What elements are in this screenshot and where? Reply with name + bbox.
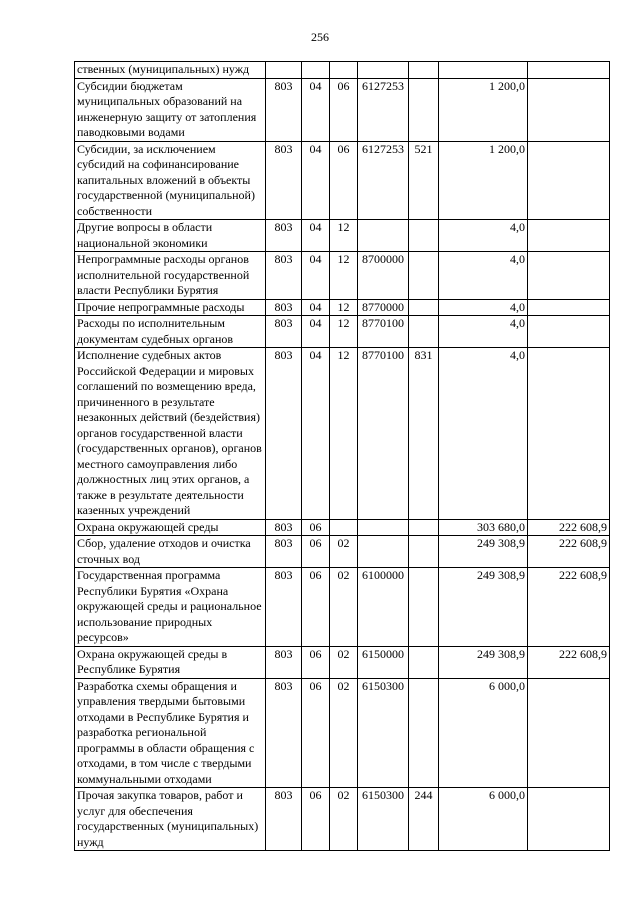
row-sum-1: 4,0 bbox=[439, 316, 528, 348]
table-row bbox=[75, 220, 610, 252]
row-name: Разработка схемы обращения и управления твердыми бытовыми отходами в Республике Бурятия и разработка региональной программы в области обращения с отходами, в том числе с твердыми коммунальными отходами bbox=[75, 678, 266, 788]
row-pr bbox=[330, 62, 358, 79]
row-sum-2 bbox=[528, 299, 610, 316]
row-rz: 04 bbox=[302, 141, 330, 220]
row-vr bbox=[409, 316, 439, 348]
row-rz: 04 bbox=[302, 348, 330, 520]
row-sum-2 bbox=[528, 788, 610, 851]
row-pr: 12 bbox=[330, 299, 358, 316]
row-rz: 04 bbox=[302, 299, 330, 316]
row-rz: 06 bbox=[302, 519, 330, 536]
budget-table bbox=[74, 61, 610, 851]
row-ved: 803 bbox=[266, 348, 302, 520]
row-rz: 04 bbox=[302, 78, 330, 141]
table-row bbox=[75, 678, 610, 788]
row-ved: 803 bbox=[266, 220, 302, 252]
row-csr bbox=[358, 519, 409, 536]
table-row bbox=[75, 316, 610, 348]
row-name: Охрана окружающей среды bbox=[75, 519, 266, 536]
row-pr: 02 bbox=[330, 678, 358, 788]
table-row bbox=[75, 788, 610, 851]
row-sum-1: 303 680,0 bbox=[439, 519, 528, 536]
table-row bbox=[75, 299, 610, 316]
page-number: 256 bbox=[311, 30, 329, 44]
row-csr bbox=[358, 62, 409, 79]
table-row bbox=[75, 646, 610, 678]
row-rz: 04 bbox=[302, 316, 330, 348]
row-name: Субсидии, за исключением субсидий на софинансирование капитальных вложений в объекты государственной (муниципальной) собственности bbox=[75, 141, 266, 220]
row-sum-1: 249 308,9 bbox=[439, 568, 528, 647]
row-ved: 803 bbox=[266, 788, 302, 851]
row-sum-1: 4,0 bbox=[439, 348, 528, 520]
row-sum-1: 1 200,0 bbox=[439, 141, 528, 220]
row-pr: 02 bbox=[330, 788, 358, 851]
table-row bbox=[75, 78, 610, 141]
row-ved: 803 bbox=[266, 519, 302, 536]
row-csr: 8700000 bbox=[358, 252, 409, 300]
table-row bbox=[75, 568, 610, 647]
row-ved: 803 bbox=[266, 78, 302, 141]
row-sum-1: 4,0 bbox=[439, 252, 528, 300]
row-sum-1: 4,0 bbox=[439, 220, 528, 252]
row-sum-2 bbox=[528, 78, 610, 141]
table-row bbox=[75, 536, 610, 568]
row-sum-2: 222 608,9 bbox=[528, 568, 610, 647]
row-vr: 831 bbox=[409, 348, 439, 520]
row-ved: 803 bbox=[266, 299, 302, 316]
row-csr: 6150300 bbox=[358, 788, 409, 851]
row-sum-2 bbox=[528, 678, 610, 788]
row-vr: 244 bbox=[409, 788, 439, 851]
row-ved: 803 bbox=[266, 252, 302, 300]
row-sum-2 bbox=[528, 316, 610, 348]
row-vr: 521 bbox=[409, 141, 439, 220]
row-name: Прочие непрограммные расходы bbox=[75, 299, 266, 316]
row-vr bbox=[409, 519, 439, 536]
row-name: Охрана окружающей среды в Республике Бурятия bbox=[75, 646, 266, 678]
table-row bbox=[75, 62, 610, 79]
row-pr: 12 bbox=[330, 220, 358, 252]
row-name: Расходы по исполнительным документам судебных органов bbox=[75, 316, 266, 348]
row-pr: 12 bbox=[330, 348, 358, 520]
row-pr bbox=[330, 519, 358, 536]
row-vr bbox=[409, 536, 439, 568]
row-vr bbox=[409, 299, 439, 316]
row-pr: 12 bbox=[330, 252, 358, 300]
row-name: Государственная программа Республики Бурятия «Охрана окружающей среды и рациональное использование природных ресурсов» bbox=[75, 568, 266, 647]
row-csr: 8770100 bbox=[358, 348, 409, 520]
row-rz: 06 bbox=[302, 788, 330, 851]
row-vr bbox=[409, 678, 439, 788]
row-vr bbox=[409, 62, 439, 79]
row-pr: 06 bbox=[330, 141, 358, 220]
row-csr: 8770000 bbox=[358, 299, 409, 316]
row-sum-1: 6 000,0 bbox=[439, 788, 528, 851]
row-ved: 803 bbox=[266, 568, 302, 647]
row-sum-1: 249 308,9 bbox=[439, 646, 528, 678]
row-sum-1: 249 308,9 bbox=[439, 536, 528, 568]
row-sum-2: 222 608,9 bbox=[528, 646, 610, 678]
row-name: Прочая закупка товаров, работ и услуг для обеспечения государственных (муниципальных) нужд bbox=[75, 788, 266, 851]
row-sum-2 bbox=[528, 141, 610, 220]
row-pr: 02 bbox=[330, 568, 358, 647]
row-pr: 02 bbox=[330, 646, 358, 678]
row-pr: 12 bbox=[330, 316, 358, 348]
row-sum-1: 4,0 bbox=[439, 299, 528, 316]
row-sum-2: 222 608,9 bbox=[528, 536, 610, 568]
row-rz: 06 bbox=[302, 568, 330, 647]
row-ved: 803 bbox=[266, 646, 302, 678]
row-sum-1 bbox=[439, 62, 528, 79]
table-row bbox=[75, 252, 610, 300]
row-pr: 02 bbox=[330, 536, 358, 568]
row-csr: 6127253 bbox=[358, 78, 409, 141]
row-rz: 06 bbox=[302, 646, 330, 678]
row-sum-2 bbox=[528, 252, 610, 300]
table-row bbox=[75, 348, 610, 520]
row-vr bbox=[409, 646, 439, 678]
row-csr bbox=[358, 220, 409, 252]
row-vr bbox=[409, 568, 439, 647]
row-name: Сбор, удаление отходов и очистка сточных вод bbox=[75, 536, 266, 568]
row-csr: 6100000 bbox=[358, 568, 409, 647]
row-name: Другие вопросы в области национальной экономики bbox=[75, 220, 266, 252]
row-ved: 803 bbox=[266, 678, 302, 788]
row-sum-2 bbox=[528, 348, 610, 520]
row-csr: 6150000 bbox=[358, 646, 409, 678]
row-ved: 803 bbox=[266, 316, 302, 348]
row-vr bbox=[409, 220, 439, 252]
table-row bbox=[75, 141, 610, 220]
row-csr bbox=[358, 536, 409, 568]
row-csr: 8770100 bbox=[358, 316, 409, 348]
row-csr: 6127253 bbox=[358, 141, 409, 220]
row-ved: 803 bbox=[266, 536, 302, 568]
row-name: Исполнение судебных актов Российской Федерации и мировых соглашений по возмещению вреда, причиненного в результате незаконных действий (бездействия) органов государственной власти (государственных органов), органов местного самоуправления либо должностных лиц этих органов, а также в результате деятельности казенных учреждений bbox=[75, 348, 266, 520]
row-rz: 06 bbox=[302, 536, 330, 568]
row-ved bbox=[266, 62, 302, 79]
row-rz bbox=[302, 62, 330, 79]
row-name: Субсидии бюджетам муниципальных образований на инженерную защиту от затопления паводковыми водами bbox=[75, 78, 266, 141]
row-name: ственных (муниципальных) нужд bbox=[75, 62, 266, 79]
row-rz: 06 bbox=[302, 678, 330, 788]
row-vr bbox=[409, 78, 439, 141]
row-rz: 04 bbox=[302, 220, 330, 252]
row-vr bbox=[409, 252, 439, 300]
row-rz: 04 bbox=[302, 252, 330, 300]
row-sum-1: 1 200,0 bbox=[439, 78, 528, 141]
row-sum-1: 6 000,0 bbox=[439, 678, 528, 788]
row-sum-2: 222 608,9 bbox=[528, 519, 610, 536]
row-name: Непрограммные расходы органов исполнительной государственной власти Республики Бурятия bbox=[75, 252, 266, 300]
table-row bbox=[75, 519, 610, 536]
row-pr: 06 bbox=[330, 78, 358, 141]
row-csr: 6150300 bbox=[358, 678, 409, 788]
row-sum-2 bbox=[528, 220, 610, 252]
row-sum-2 bbox=[528, 62, 610, 79]
row-ved: 803 bbox=[266, 141, 302, 220]
